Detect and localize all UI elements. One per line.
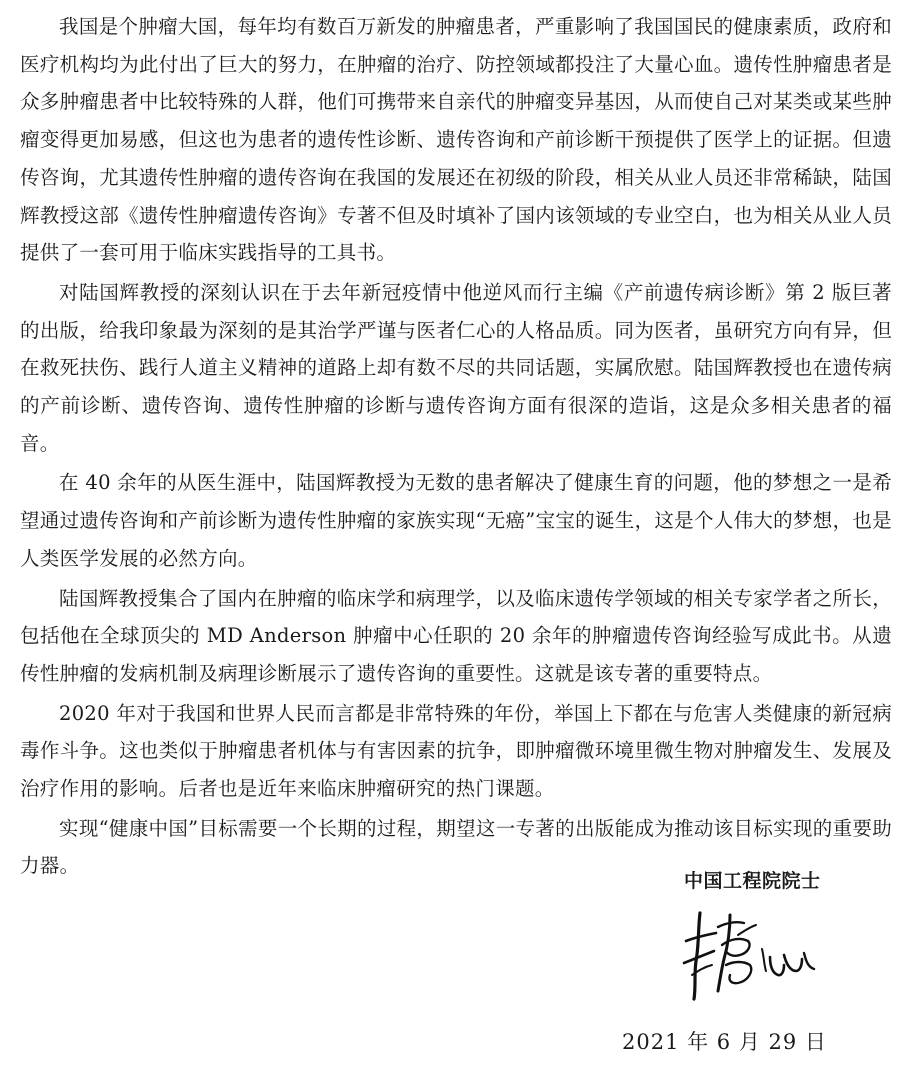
paragraph-1: 我国是个肿瘤大国，每年均有数百万新发的肿瘤患者，严重影响了我国国民的健康素质，政府和医疗机构均为此付出了巨大的努力，在肿瘤的治疗、防控领域都投注了大量心血。遗传性肿瘤患者是众多肿瘤患者中比较特殊的人群，他们可携带来自亲代的肿瘤变异基因，从而使自己对某类或某些肿瘤变得更加易感，但这也为患者的遗传性诊断、遗传咨询和产前诊断干预提供了医学上的证据。但遗传咨询，尤其遗传性肿瘤的遗传咨询在我国的发展还在初级的阶段，相关从业人员还非常稀缺，陆国辉教授这部《遗传性肿瘤遗传咨询》专著不但及时填补了国内该领域的专业空白，也为相关从业人员提供了一套可用于临床实践指导的工具书。: [20, 15, 892, 265]
author-title: 中国工程院院士: [684, 870, 821, 892]
paragraph-2: 对陆国辉教授的深刻认识在于去年新冠疫情中他逆风而行主编《产前遗传病诊断》第 2 版巨著的出版，给我印象最为深刻的是其治学严谨与医者仁心的人格品质。同为医者，虽研究方向有异，但在救死扶伤、践行人道主义精神的道路上却有数不尽的共同话题，实属欣慰。陆国辉教授也在遗传病的产前诊断、遗传咨询、遗传性肿瘤的诊断与遗传咨询方面有很深的造诣，这是众多相关患者的福音。: [20, 280, 892, 455]
handwritten-signature: [678, 905, 828, 1005]
signature-date: 2021 年 6 月 29 日: [622, 1030, 827, 1054]
paragraph-4: 陆国辉教授集合了国内在肿瘤的临床学和病理学，以及临床遗传学领域的相关专家学者之所长，包括他在全球顶尖的 MD Anderson 肿瘤中心任职的 20 余年的肿瘤遗传咨询经验写成此书。从遗传性肿瘤的发病机制及病理诊断展示了遗传咨询的重要性。这就是该专著的重要特点。: [20, 586, 892, 685]
paragraph-3: 在 40 余年的从医生涯中，陆国辉教授为无数的患者解决了健康生育的问题，他的梦想之一是希望通过遗传咨询和产前诊断为遗传性肿瘤的家族实现“无癌”宝宝的诞生，这是个人伟大的梦想，也是人类医学发展的必然方向。: [20, 471, 892, 570]
paragraph-6: 实现“健康中国”目标需要一个长期的过程，期望这一专著的出版能成为推动该目标实现的重要助力器。: [20, 816, 892, 878]
paragraph-5: 2020 年对于我国和世界人民而言都是非常特殊的年份，举国上下都在与危害人类健康的新冠病毒作斗争。这也类似于肿瘤患者机体与有害因素的抗争，即肿瘤微环境里微生物对肿瘤发生、发展及治疗作用的影响。后者也是近年来临床肿瘤研究的热门课题。: [20, 701, 892, 801]
preface-body: [20, 8, 892, 887]
